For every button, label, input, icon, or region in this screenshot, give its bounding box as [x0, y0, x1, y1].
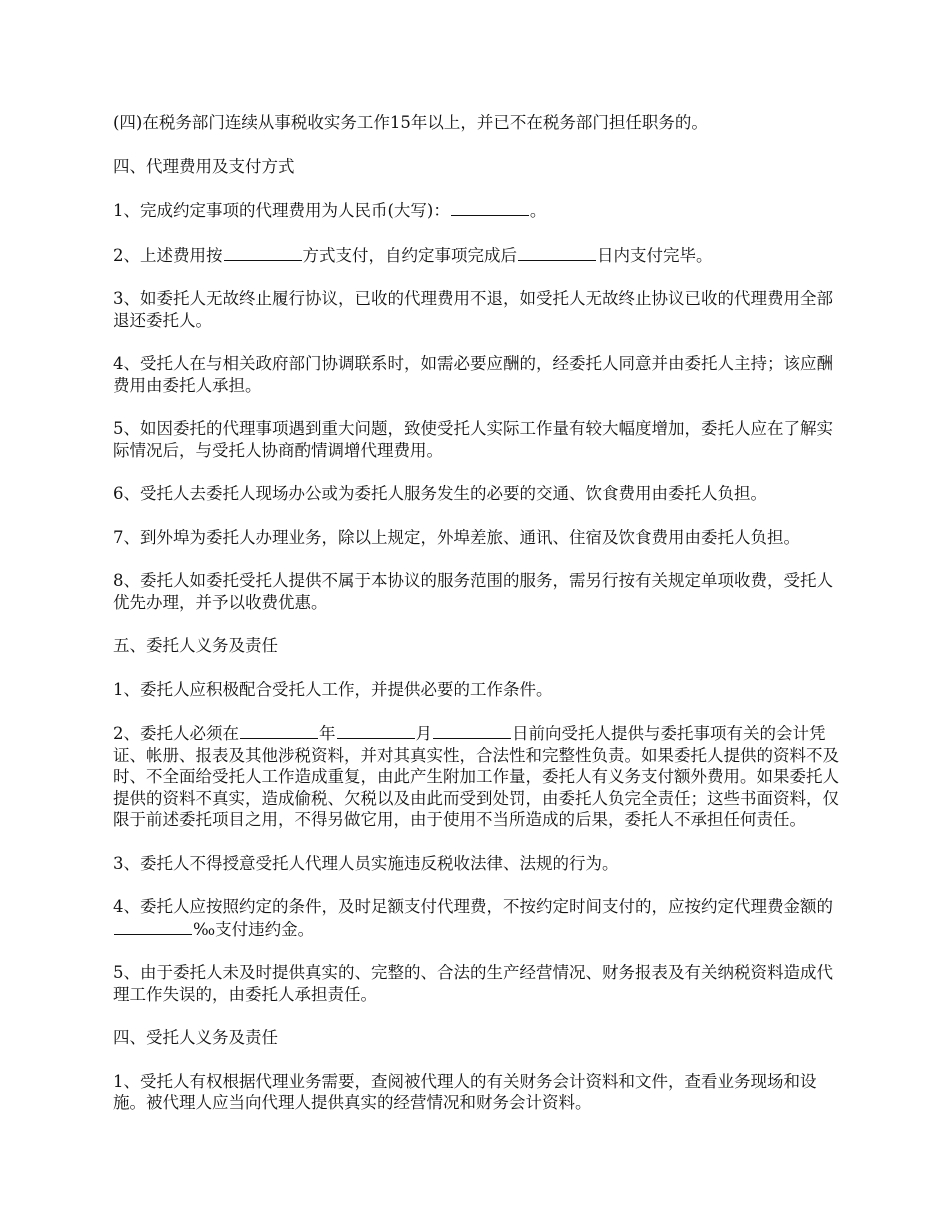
blank-line	[114, 918, 192, 935]
paragraph-client-5: 5、由于委托人未及时提供真实的、完整的、合法的生产经营情况、财务报表及有关纳税资料造成代理工作失误的，由委托人承担责任。	[113, 963, 833, 1004]
document-page	[113, 112, 841, 1136]
heading-client-obligations: 五、委托人义务及责任	[113, 636, 278, 655]
paragraph-fee-3: 3、如委托人无故终止履行协议，已收的代理费用不退，如受托人无故终止协议已收的代理费用全部退还委托人。	[113, 289, 833, 330]
paragraph-client-1: 1、委托人应积极配合受托人工作，并提供必要的工作条件。	[113, 679, 553, 699]
heading-agent-obligations: 四、受托人义务及责任	[113, 1028, 278, 1047]
paragraph-fee-6: 6、受托人去委托人现场办公或为委托人服务发生的必要的交通、饮食费用由委托人负担。	[113, 484, 767, 503]
blank-line	[518, 244, 596, 261]
blank-line	[337, 722, 415, 739]
paragraph-fee-8: 8、委托人如委托受托人提供不属于本协议的服务范围的服务，需另行按有关规定单项收费，受托人优先办理，并予以收费优惠。	[113, 571, 833, 612]
paragraph-client-4: 4、委托人应按照约定的条件，及时足额支付代理费，不按约定时间支付的，应按约定代理费金额的‰支付违约金。	[113, 897, 833, 939]
paragraph-client-2: 2、委托人必须在 年 月 日前向受托人提供与委托事项有关的会计凭证、帐册、报表及其他涉税资料，并对其真实性，合法性和完整性负责。如果委托人提供的资料不及时、不全面给受托人工作造成重复，由此产生附加工作量，委托人有义务支付额外费用。如果委托人提供的资料不真实，造成偷税、欠税以及由此而受到处罚，由委托人负完全责任；这些书面资料，仅限于前述委托项目之用，不得另做它用，由于使用不当所造成的后果，委托人不承担任何责任。	[113, 724, 839, 829]
paragraph-qualification-4: (四)在税务部门连续从事税收实务工作15年以上，并已不在税务部门担任职务的。	[113, 113, 708, 132]
blank-line	[451, 199, 529, 216]
paragraph-fee-5: 5、如因委托的代理事项遇到重大问题，致使受托人实际工作量有较大幅度增加，委托人应在了解实际情况后，与受托人协商酌情调增代理费用。	[113, 419, 833, 460]
heading-fees-payment: 四、代理费用及支付方式	[113, 156, 295, 176]
paragraph-client-3: 3、委托人不得授意受托人代理人员实施违反税收法律、法规的行为。	[113, 853, 619, 873]
paragraph-fee-4: 4、受托人在与相关政府部门协调联系时，如需必要应酬的，经委托人同意并由委托人主持；该应酬费用由委托人承担。	[113, 354, 833, 395]
paragraph-agent-1: 1、受托人有权根据代理业务需要，查阅被代理人的有关财务会计资料和文件，查看业务现场和设施。被代理人应当向代理人提供真实的经营情况和财务会计资料。	[113, 1071, 817, 1112]
paragraph-fee-1: 1、完成约定事项的代理费用为人民币(大写)： 。	[113, 201, 547, 220]
blank-line	[240, 722, 318, 739]
paragraph-fee-7: 7、到外埠为委托人办理业务，除以上规定，外埠差旅、通讯、住宿及饮食费用由委托人负担。	[113, 527, 800, 547]
blank-line	[224, 244, 302, 261]
blank-line	[433, 722, 511, 739]
paragraph-fee-2: 2、上述费用按 方式支付，自约定事项完成后 日内支付完毕。	[113, 245, 713, 265]
